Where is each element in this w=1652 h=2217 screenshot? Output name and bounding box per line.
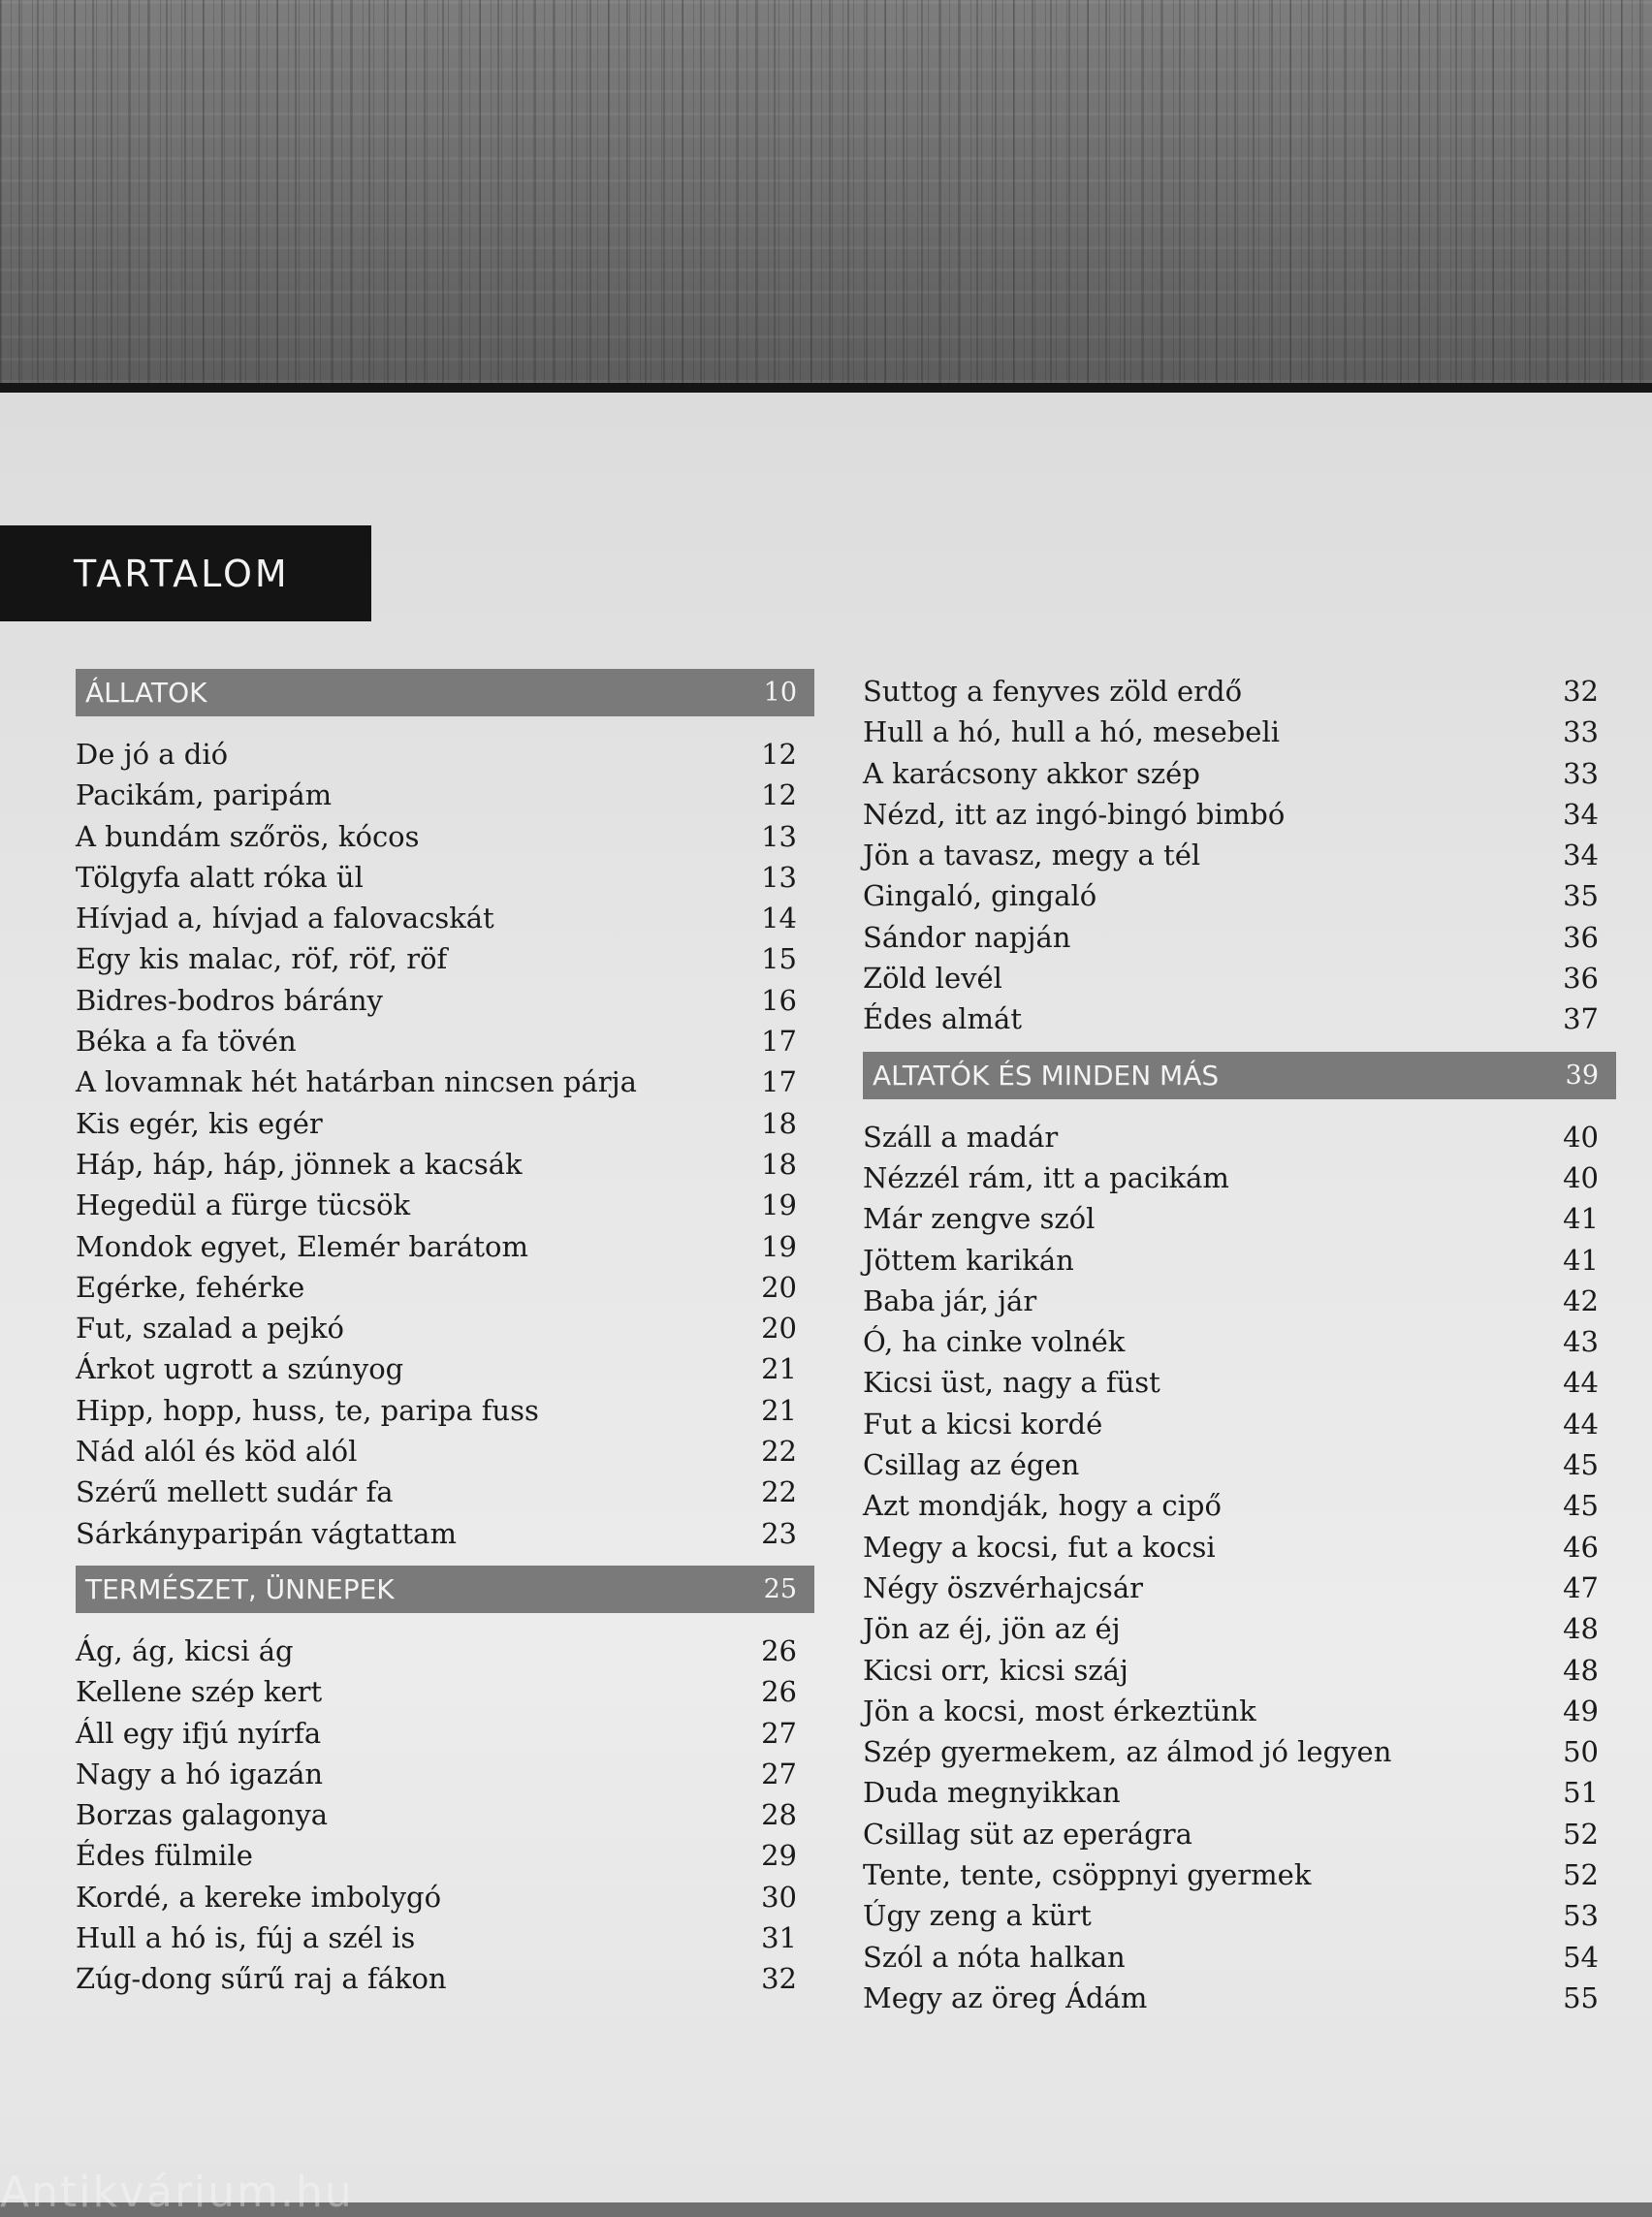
toc-entry-title: A bundám szőrös, kócos — [76, 819, 420, 853]
toc-entry — [76, 1226, 814, 1267]
toc-entry-title: Zúg-dong sűrű raj a fákon — [76, 1962, 447, 1996]
toc-entry-title: Tölgyfa alatt róka ül — [76, 860, 364, 894]
toc-entry-page: 19 — [761, 1229, 797, 1263]
toc-entry — [863, 1650, 1616, 1691]
toc-entry-title: Hull a hó, hull a hó, mesebeli — [863, 715, 1281, 749]
toc-entry-page: 50 — [1563, 1735, 1599, 1769]
toc-entry-title: Ág, ág, kicsi ág — [76, 1633, 294, 1667]
section-heading-title: ÁLLATOK — [85, 677, 207, 709]
toc-entry — [76, 1390, 814, 1431]
toc-entry-title: Suttog a fenyves zöld erdő — [863, 675, 1243, 708]
toc-entry-title: Szép gyermekem, az álmod jó legyen — [863, 1735, 1392, 1769]
toc-entry-title: Kellene szép kert — [76, 1675, 323, 1709]
spacer — [863, 1040, 1616, 1052]
toc-entry-page: 32 — [761, 1962, 797, 1996]
spacer — [76, 716, 814, 734]
toc-entry-title: Bidres-bodros bárány — [76, 983, 383, 1017]
toc-entry-title: Hegedül a fürge tücsök — [76, 1188, 411, 1222]
toc-entry-title: Megy a kocsi, fut a kocsi — [863, 1530, 1216, 1564]
toc-entry-page: 32 — [1563, 675, 1599, 708]
toc-entry-page: 21 — [761, 1352, 797, 1386]
toc-entry-page: 12 — [761, 738, 797, 771]
toc-entry-page: 14 — [761, 902, 797, 935]
toc-entry-title: Megy az öreg Ádám — [863, 1980, 1148, 2014]
section-heading-page: 25 — [763, 1573, 797, 1604]
toc-entry-page: 27 — [761, 1716, 797, 1750]
toc-entry — [863, 1814, 1616, 1854]
toc-entry-title: Áll egy ifjú nyírfa — [76, 1716, 322, 1750]
toc-entry-page: 13 — [761, 860, 797, 894]
toc-entry-page: 20 — [761, 1270, 797, 1304]
toc-entry-title: Baba jár, jár — [863, 1283, 1037, 1317]
toc-entry-title: Jön az éj, jön az éj — [863, 1612, 1121, 1646]
toc-entry-page: 43 — [1563, 1325, 1599, 1359]
toc-entry-title: Csillag az égen — [863, 1448, 1080, 1482]
toc-entry-title: Édes almát — [863, 1002, 1023, 1036]
toc-entry-title: Pacikám, paripám — [76, 778, 333, 812]
toc-entry-title: Szérű mellett sudár fa — [76, 1475, 394, 1509]
toc-entry-title: Béka a fa tövén — [76, 1025, 297, 1059]
toc-entry-title: A lovamnak hét határban nincsen párja — [76, 1065, 637, 1099]
toc-entry — [863, 1321, 1616, 1362]
toc-entry-page: 42 — [1563, 1283, 1599, 1317]
toc-entry-title: Gingaló, gingaló — [863, 879, 1097, 913]
toc-entry-page: 26 — [761, 1675, 797, 1709]
toc-entry — [863, 998, 1616, 1039]
toc-entry-title: Nád alól és köd alól — [76, 1435, 358, 1469]
toc-entry-page: 35 — [1563, 879, 1599, 913]
watermark: Antikvárium.hu — [0, 2168, 354, 2217]
toc-entry-title: Ó, ha cinke volnék — [863, 1325, 1126, 1359]
toc-entry — [76, 1103, 814, 1144]
toc-entry-title: Nagy a hó igazán — [76, 1757, 324, 1790]
toc-entry — [863, 1444, 1616, 1485]
toc-entry — [863, 1568, 1616, 1608]
toc-entry-page: 34 — [1563, 839, 1599, 872]
toc-entry-page: 16 — [761, 983, 797, 1017]
toc-entry-page: 52 — [1563, 1817, 1599, 1851]
toc-entry-title: Csillag süt az eperágra — [863, 1817, 1192, 1851]
toc-entry-page: 23 — [761, 1516, 797, 1550]
toc-entry-title: Egy kis malac, röf, röf, röf — [76, 942, 448, 976]
toc-entry — [863, 958, 1616, 998]
toc-entry-title: Nézzél rám, itt a pacikám — [863, 1160, 1229, 1194]
toc-entry-page: 54 — [1563, 1940, 1599, 1974]
toc-entry — [76, 1308, 814, 1348]
toc-entry-title: Fut a kicsi kordé — [863, 1407, 1103, 1441]
toc-entry-page: 40 — [1563, 1120, 1599, 1154]
toc-entry-title: Sárkányparipán vágtattam — [76, 1516, 457, 1550]
toc-entry — [76, 1835, 814, 1876]
toc-entry — [863, 1485, 1616, 1526]
toc-entry-page: 53 — [1563, 1899, 1599, 1933]
toc-entry-page: 52 — [1563, 1858, 1599, 1892]
toc-entry-page: 41 — [1563, 1202, 1599, 1236]
section-heading-title: ALTATÓK ÉS MINDEN MÁS — [873, 1059, 1220, 1092]
toc-entry — [76, 1348, 814, 1389]
toc-entry-title: Hipp, hopp, huss, te, paripa fuss — [76, 1393, 539, 1427]
toc-right-column — [863, 671, 1616, 2018]
toc-entry — [863, 1117, 1616, 1157]
toc-entry-title: Szól a nóta halkan — [863, 1940, 1126, 1974]
toc-entry-title: Árkot ugrott a szúnyog — [76, 1352, 404, 1386]
toc-entry — [76, 1917, 814, 1958]
toc-entry — [76, 1631, 814, 1671]
toc-entry-page: 17 — [761, 1065, 797, 1099]
toc-entry-page: 27 — [761, 1757, 797, 1790]
toc-entry-title: Jön a tavasz, megy a tél — [863, 839, 1201, 872]
toc-entry-title: De jó a dió — [76, 738, 229, 771]
toc-entry — [863, 1157, 1616, 1198]
toc-entry — [863, 1937, 1616, 1978]
toc-entry — [863, 1978, 1616, 2018]
toc-entry — [76, 857, 814, 898]
toc-entry-title: Mondok egyet, Elemér barátom — [76, 1229, 528, 1263]
toc-entry-page: 44 — [1563, 1407, 1599, 1441]
toc-entry-page: 49 — [1563, 1694, 1599, 1727]
page-title-text: TARTALOM — [74, 552, 290, 595]
toc-entry-title: Úgy zeng a kürt — [863, 1899, 1092, 1933]
toc-entry-page: 41 — [1563, 1243, 1599, 1277]
toc-entry-page: 47 — [1563, 1570, 1599, 1604]
toc-entry-title: Kicsi üst, nagy a füst — [863, 1366, 1160, 1400]
toc-entry — [863, 1691, 1616, 1731]
toc-entry-title: Már zengve szól — [863, 1202, 1096, 1236]
toc-entry-title: Édes fülmile — [76, 1839, 253, 1873]
toc-entry — [863, 671, 1616, 712]
toc-entry — [863, 1527, 1616, 1568]
section-heading — [76, 1566, 814, 1613]
toc-entry-title: Kordé, a kereke imbolygó — [76, 1880, 442, 1914]
page-title — [0, 525, 371, 621]
toc-entry-title: Négy öszvérhajcsár — [863, 1570, 1143, 1604]
toc-entry-title: Borzas galagonya — [76, 1798, 329, 1832]
toc-entry — [76, 816, 814, 857]
toc-entry — [76, 1431, 814, 1472]
toc-entry-page: 28 — [761, 1798, 797, 1832]
toc-entry-page: 45 — [1563, 1448, 1599, 1482]
toc-entry — [863, 835, 1616, 875]
toc-entry — [863, 1608, 1616, 1649]
toc-entry-page: 26 — [761, 1633, 797, 1667]
toc-entry — [76, 1021, 814, 1061]
toc-entry-page: 30 — [761, 1880, 797, 1914]
toc-entry-page: 33 — [1563, 756, 1599, 790]
toc-entry-page: 29 — [761, 1839, 797, 1873]
background-surface — [0, 0, 1652, 383]
toc-entry-page: 48 — [1563, 1653, 1599, 1687]
toc-entry-page: 36 — [1563, 920, 1599, 954]
toc-entry — [76, 1958, 814, 1999]
toc-entry — [863, 794, 1616, 835]
toc-left-column — [76, 669, 814, 2000]
toc-entry-page: 22 — [761, 1475, 797, 1509]
toc-entry-page: 15 — [761, 942, 797, 976]
toc-entry-page: 18 — [761, 1106, 797, 1140]
toc-entry-title: Háp, háp, háp, jönnek a kacsák — [76, 1147, 523, 1181]
spacer — [863, 1099, 1616, 1117]
toc-entry — [76, 1671, 814, 1712]
toc-entry-page: 20 — [761, 1312, 797, 1346]
toc-entry-title: Duda megnyikkan — [863, 1776, 1121, 1810]
toc-entry — [76, 1185, 814, 1225]
toc-entry — [76, 734, 814, 775]
toc-entry — [76, 938, 814, 979]
toc-entry-title: Jöttem karikán — [863, 1243, 1074, 1277]
toc-entry-page: 48 — [1563, 1612, 1599, 1646]
toc-entry — [76, 1754, 814, 1794]
toc-entry-page: 21 — [761, 1393, 797, 1427]
toc-entry-page: 37 — [1563, 1002, 1599, 1036]
toc-entry — [76, 1713, 814, 1754]
toc-entry-page: 22 — [761, 1435, 797, 1469]
toc-entry — [863, 1240, 1616, 1281]
toc-entry-page: 44 — [1563, 1366, 1599, 1400]
toc-entry-title: Jön a kocsi, most érkeztünk — [863, 1694, 1256, 1727]
toc-entry-title: Nézd, itt az ingó-bingó bimbó — [863, 797, 1286, 831]
toc-entry — [76, 1144, 814, 1185]
toc-entry-title: Sándor napján — [863, 920, 1071, 954]
toc-entry-title: Azt mondják, hogy a cipő — [863, 1489, 1222, 1523]
toc-entry — [863, 1198, 1616, 1239]
toc-entry-title: Egérke, fehérke — [76, 1270, 305, 1304]
toc-entry-page: 46 — [1563, 1530, 1599, 1564]
toc-entry — [863, 875, 1616, 916]
spacer — [76, 1554, 814, 1566]
toc-entry-page: 34 — [1563, 797, 1599, 831]
toc-entry — [863, 1281, 1616, 1321]
toc-entry-title: Tente, tente, csöppnyi gyermek — [863, 1858, 1312, 1892]
toc-entry-page: 18 — [761, 1147, 797, 1181]
toc-entry-title: Fut, szalad a pejkó — [76, 1312, 344, 1346]
toc-entry — [863, 1854, 1616, 1895]
toc-entry — [863, 753, 1616, 794]
toc-entry-page: 51 — [1563, 1776, 1599, 1810]
toc-entry-page: 45 — [1563, 1489, 1599, 1523]
toc-entry — [76, 1061, 814, 1102]
toc-entry-page: 36 — [1563, 962, 1599, 996]
toc-entry — [863, 1772, 1616, 1813]
section-heading-page: 10 — [763, 678, 797, 708]
toc-entry — [76, 1513, 814, 1554]
toc-entry-title: Hívjad a, hívjad a falovacskát — [76, 902, 494, 935]
section-heading-title: TERMÉSZET, ÜNNEPEK — [85, 1572, 395, 1605]
toc-entry — [863, 1895, 1616, 1936]
toc-entry — [76, 1794, 814, 1835]
toc-entry-title: A karácsony akkor szép — [863, 756, 1200, 790]
toc-entry — [76, 1267, 814, 1308]
toc-entry — [863, 1731, 1616, 1772]
toc-entry-page: 40 — [1563, 1160, 1599, 1194]
toc-entry — [863, 917, 1616, 958]
toc-entry-title: Hull a hó is, fúj a szél is — [76, 1921, 416, 1955]
toc-entry-page: 12 — [761, 778, 797, 812]
toc-entry — [76, 775, 814, 815]
section-heading — [76, 669, 814, 716]
toc-entry — [863, 1362, 1616, 1403]
toc-entry — [863, 712, 1616, 752]
toc-entry-title: Kis egér, kis egér — [76, 1106, 323, 1140]
toc-entry — [76, 898, 814, 938]
toc-entry-page: 33 — [1563, 715, 1599, 749]
toc-entry-title: Zöld levél — [863, 962, 1002, 996]
toc-entry-page: 17 — [761, 1025, 797, 1059]
toc-entry — [76, 980, 814, 1021]
toc-entry-page: 13 — [761, 819, 797, 853]
toc-entry-title: Kicsi orr, kicsi száj — [863, 1653, 1128, 1687]
toc-entry-page: 55 — [1563, 1980, 1599, 2014]
toc-entry-page: 19 — [761, 1188, 797, 1222]
toc-entry-page: 31 — [761, 1921, 797, 1955]
spacer — [76, 1613, 814, 1631]
toc-entry — [863, 1404, 1616, 1444]
section-heading-page: 39 — [1565, 1060, 1599, 1091]
toc-entry-title: Száll a madár — [863, 1120, 1059, 1154]
toc-entry — [76, 1472, 814, 1512]
toc-entry — [76, 1877, 814, 1917]
section-heading — [863, 1052, 1616, 1099]
